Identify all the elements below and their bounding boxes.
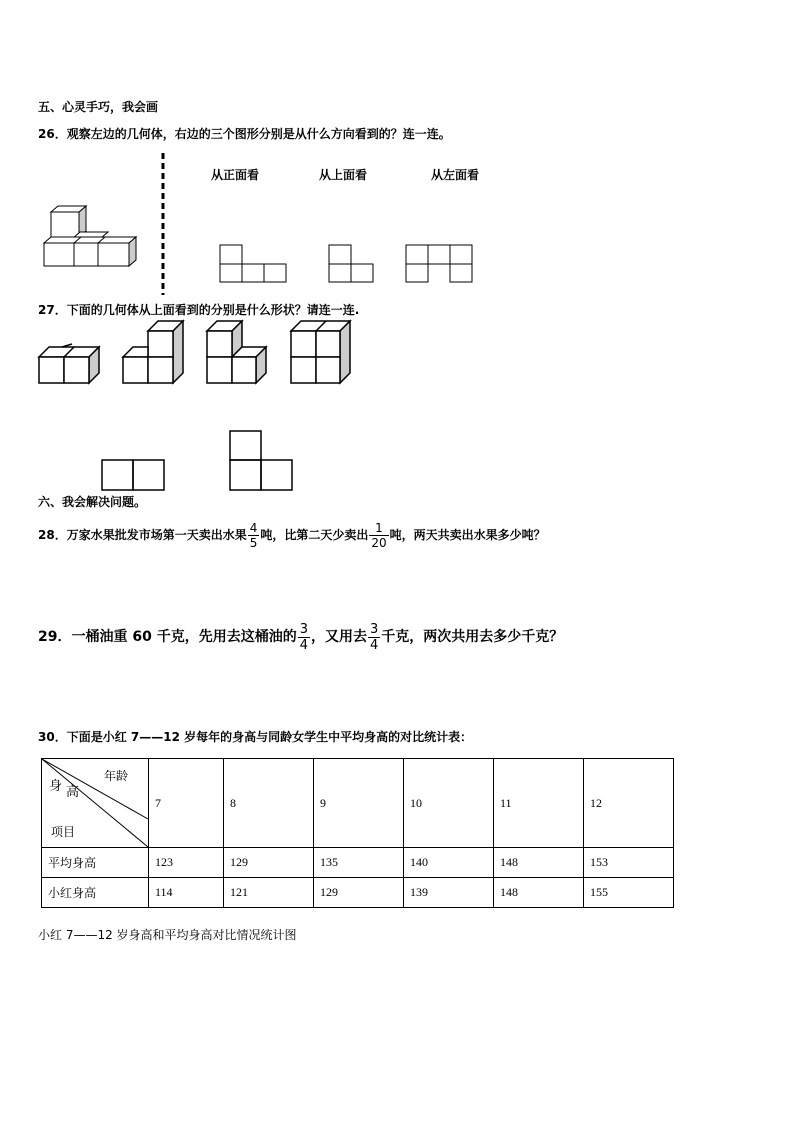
age-header-cell: 8 [224,759,314,848]
question-29 [38,620,563,654]
corner-item-label: 项目 [51,825,76,839]
question-27-text: 27．下面的几何体从上面看到的分别是什么形状？请连一连. [38,303,360,317]
table-corner-cell [42,759,149,848]
row-label-xiaohong-height: 小红身高 [42,878,149,908]
corner-height-label-1: 身 [49,779,63,794]
table-cell: 148 [494,878,584,908]
table-cell: 139 [404,878,494,908]
table-header-row [42,759,674,848]
table-row [42,848,674,878]
table-cell: 129 [224,848,314,878]
table-cell: 121 [224,878,314,908]
table-cell: 114 [149,878,224,908]
fraction-1-20 [369,521,388,550]
corner-age-label: 年龄 [104,769,129,783]
fraction-3-4 [298,622,310,653]
table-cell: 148 [494,848,584,878]
table-cell: 123 [149,848,224,878]
fraction-denominator: 4 [299,637,308,653]
question-28 [38,517,546,553]
fraction-denominator: 20 [371,535,387,550]
table-cell: 155 [584,878,674,908]
fraction-numerator: 1 [375,520,383,535]
question-26-text: 26．观察左边的几何体，右边的三个图形分别是从什么方向看到的？连一连。 [38,127,451,141]
corner-height-label-2: 高 [66,785,80,800]
table-cell: 135 [314,848,404,878]
view-label-front: 从正面看 [211,168,260,182]
question-29-prefix: 29．一桶油重 60 千克，先用去这桶油的 [38,629,297,645]
age-header-cell: 9 [314,759,404,848]
table-cell: 153 [584,848,674,878]
row-label-average-height: 平均身高 [42,848,149,878]
fraction-numerator: 3 [299,621,308,637]
question-28-mid: 吨，比第二天少卖出 [260,528,369,542]
table-cell: 129 [314,878,404,908]
section-6-title: 六、我会解决问题。 [38,495,147,509]
question-28-suffix: 吨，两天共卖出水果多少吨？ [389,528,546,542]
fraction-denominator: 4 [370,637,379,653]
fraction-3-4-second [368,622,380,653]
view-label-top: 从上面看 [319,168,368,182]
fraction-numerator: 4 [249,520,258,535]
height-comparison-table [41,758,674,908]
question-30-text: 30．下面是小红 7——12 岁每年的身高与同龄女学生中平均身高的对比统计表： [38,730,473,744]
table-cell: 140 [404,848,494,878]
age-header-cell: 12 [584,759,674,848]
question-29-mid: ，又用去 [311,629,367,645]
age-header-cell: 10 [404,759,494,848]
chart-caption: 小红 7——12 岁身高和平均身高对比情况统计图 [38,928,297,942]
fraction-denominator: 5 [249,535,258,550]
table-row [42,878,674,908]
view-label-left: 从左面看 [431,168,480,182]
age-header-cell: 11 [494,759,584,848]
fraction-4-5 [248,521,260,550]
question-28-prefix: 28．万家水果批发市场第一天卖出水果 [38,528,247,542]
fraction-numerator: 3 [370,621,379,637]
age-header-cell: 7 [149,759,224,848]
question-29-suffix: 千克，两次共用去多少千克？ [381,629,564,645]
section-5-title: 五、心灵手巧，我会画 [38,100,159,114]
